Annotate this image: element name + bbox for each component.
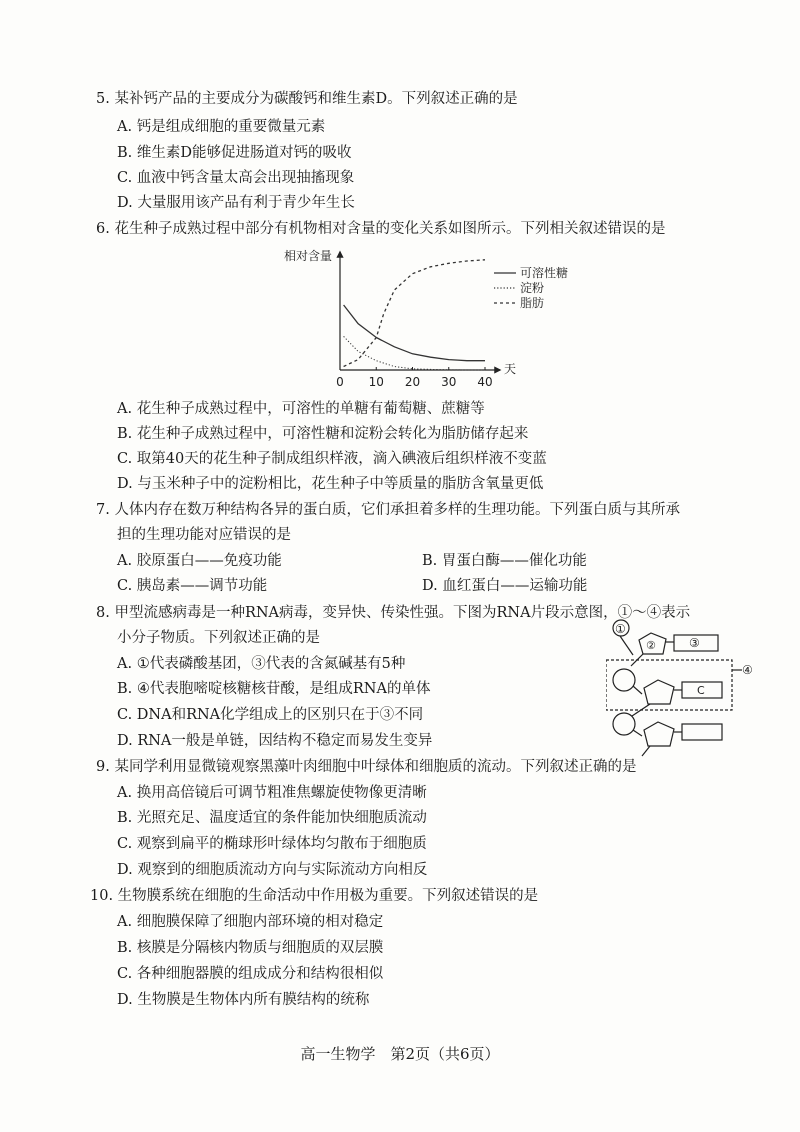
- q7-option-c: C. 胰岛素——调节功能: [117, 578, 268, 594]
- q7-option-b: B. 胃蛋白酶——催化功能: [422, 553, 587, 569]
- q6-option-b: B. 花生种子成熟过程中，可溶性糖和淀粉会转化为脂肪储存起来: [117, 426, 529, 442]
- chart-y-axis-label: 相对含量: [284, 249, 333, 263]
- q9-option-c: C. 观察到扁平的椭球形叶绿体均匀散布于细胞质: [117, 836, 427, 852]
- q6-option-a: A. 花生种子成熟过程中，可溶性的单糖有葡萄糖、蔗糖等: [117, 401, 485, 417]
- page-footer: 高一生物学 第2页（共6页）: [300, 1045, 500, 1063]
- chart-x-tick-label: 10: [368, 375, 384, 389]
- chart-legend-label: 可溶性糖: [520, 266, 569, 280]
- rna-label-3: ③: [689, 636, 700, 650]
- chart-legend-label: 淀粉: [520, 281, 545, 295]
- q5-option-c: C. 血液中钙含量太高会出现抽搐现象: [117, 170, 355, 186]
- q6-option-d: D. 与玉米种子中的淀粉相比，花生种子中等质量的脂肪含氧量更低: [117, 476, 544, 492]
- rna-phosphate-2: [613, 669, 635, 691]
- q8-stem-line2: 小分子物质。下列叙述正确的是: [117, 630, 320, 646]
- q8-option-c: C. DNA和RNA化学组成上的区别只在于③不同: [117, 707, 424, 723]
- chart-legend-label: 脂肪: [520, 296, 545, 310]
- rna-bottom-sugar: [644, 722, 674, 746]
- q10-option-b: B. 核膜是分隔核内物质与细胞质的双层膜: [117, 940, 384, 956]
- q9-option-b: B. 光照充足、温度适宜的条件能加快细胞质流动: [117, 810, 427, 826]
- q9-option-a: A. 换用高倍镜后可调节粗准焦螺旋使物像更清晰: [117, 785, 427, 801]
- chart-x-tick-label: 20: [404, 375, 421, 389]
- rna-bottom-base: [682, 724, 722, 740]
- q7-stem-line2: 担的生理功能对应错误的是: [117, 527, 291, 543]
- q8-option-a: A. ①代表磷酸基团，③代表的含氮碱基有5种: [117, 656, 406, 672]
- q7-stem-line1: 7. 人体内存在数万种结构各异的蛋白质，它们承担着多样的生理功能。下列蛋白质与其所承: [96, 502, 680, 518]
- q10-option-c: C. 各种细胞器膜的组成成分和结构很相似: [117, 966, 384, 982]
- chart-x-tick-label: 30: [441, 375, 457, 389]
- q7-option-d: D. 血红蛋白——运输功能: [422, 578, 588, 594]
- q6-stem: 6. 花生种子成熟过程中部分有机物相对含量的变化关系如图所示。下列相关叙述错误的是: [96, 221, 666, 237]
- q9-option-d: D. 观察到的细胞质流动方向与实际流动方向相反: [117, 862, 428, 878]
- rna-middle-base-label: C: [697, 684, 705, 697]
- q5-option-b: B. 维生素D能够促进肠道对钙的吸收: [117, 145, 352, 161]
- q8-option-b: B. ④代表胞嘧啶核糖核苷酸，是组成RNA的单体: [117, 681, 431, 697]
- rna-middle-sugar: [644, 680, 674, 704]
- chart-x-axis-label: 天: [504, 362, 517, 376]
- rna-label-4: ④: [742, 663, 753, 677]
- q6-option-c: C. 取第40天的花生种子制成组织样液，滴入碘液后组织样液不变蓝: [117, 451, 547, 467]
- q6-chart: [270, 240, 570, 400]
- q7-option-a: A. 胶原蛋白——免疫功能: [117, 553, 282, 569]
- chart-series-dashed-line: [344, 260, 485, 367]
- q8-stem-line1: 8. 甲型流感病毒是一种RNA病毒，变异快、传染性强。下图为RNA片段示意图，①～④表示: [96, 605, 691, 621]
- chart-x-tick-label: 0: [336, 375, 344, 389]
- chart-x-tick-label: 40: [477, 375, 493, 389]
- rna-diagram: [606, 618, 756, 758]
- chart-series-dotted-line: [344, 336, 485, 370]
- rna-phosphate-3: [613, 713, 635, 735]
- q8-option-d: D. RNA一般是单链，因结构不稳定而易发生变异: [117, 733, 433, 749]
- q5-stem: 5. 某补钙产品的主要成分为碳酸钙和维生素D。下列叙述正确的是: [96, 91, 518, 107]
- rna-label-2: ②: [646, 639, 656, 652]
- q10-stem: 10. 生物膜系统在细胞的生命活动中作用极为重要。下列叙述错误的是: [90, 888, 539, 904]
- q9-stem: 9. 某同学利用显微镜观察黑藻叶肉细胞中叶绿体和细胞质的流动。下列叙述正确的是: [96, 759, 637, 775]
- rna-label-1: ①: [615, 622, 626, 636]
- q5-option-d: D. 大量服用该产品有利于青少年生长: [117, 195, 355, 211]
- q5-option-a: A. 钙是组成细胞的重要微量元素: [117, 119, 326, 135]
- q10-option-d: D. 生物膜是生物体内所有膜结构的统称: [117, 992, 370, 1008]
- q10-option-a: A. 细胞膜保障了细胞内部环境的相对稳定: [117, 914, 384, 930]
